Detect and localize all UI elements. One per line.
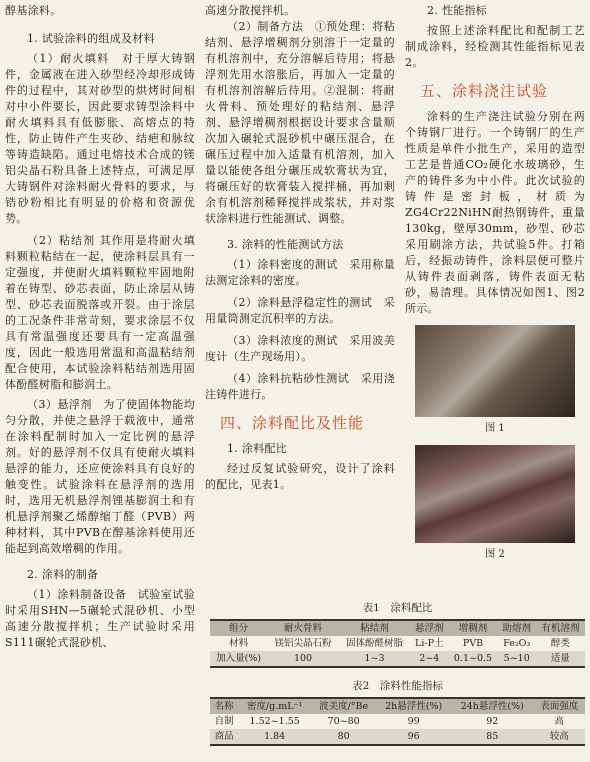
table-cell: 1.84 — [238, 729, 311, 745]
table-caption: 表2 涂料性能指标 — [352, 680, 443, 692]
table-header: 耐火骨料 — [267, 620, 338, 636]
table-row — [210, 651, 585, 667]
table-header: 助熔剂 — [498, 620, 536, 636]
table-row — [210, 714, 585, 729]
table-cell: 醇类 — [550, 638, 570, 649]
table-cell: 高 — [554, 716, 564, 727]
table-header: 有机溶剂 — [536, 620, 585, 636]
section-title: 五、涂料浇注试验 — [420, 82, 549, 100]
table-header: 波美度/°Be — [311, 698, 376, 714]
section-heading: 2. 性能指标 — [427, 4, 488, 17]
table-row — [210, 729, 585, 745]
table-cell: 材料 — [229, 638, 249, 649]
table-cell: 1~3 — [339, 651, 410, 667]
table-cell: 96 — [376, 729, 451, 745]
table-cell: 0.1~0.5 — [448, 651, 497, 667]
table-cell: 镁铝尖晶石粉 — [274, 638, 332, 649]
section-heading: 1. 试验涂料的组成及材料 — [27, 32, 155, 45]
paragraph: （1）耐火填料 对于厚大铸钢件，金属液在进入砂型经冷却形成铸件的过程中，其对砂型的烘烤时间相对中小件要长，因此要求铸型涂料中耐火填料具有低膨胀、高熔点的特性，防止铸件产生夹砂、结疤和脉纹等铸造缺陷。通过电熔技术合成的镁铝尖晶石粉具备上述特点，可满足厚大铸钢件对涂料耐火骨料的要求，与锆砂粉相比有明显的价格和资源优势。 — [5, 52, 195, 225]
table-cell: 100 — [267, 651, 338, 667]
table-cell: 加入量(%) — [210, 651, 267, 667]
paragraph: 经过反复试验研究，设计了涂料的配比，见表1。 — [205, 462, 395, 491]
column-1 — [5, 0, 195, 651]
table-header: 增稠剂 — [448, 620, 497, 636]
paragraph: 高速分散搅拌机。 — [205, 4, 296, 17]
table-cell: 2~4 — [410, 651, 448, 667]
table-header: 密度/g.mL⁻¹ — [238, 698, 311, 714]
section-heading: 3. 涂料的性能测试方法 — [227, 238, 344, 251]
column-2 — [205, 0, 395, 493]
table-cell: 固体酚醛树脂 — [345, 638, 403, 649]
table-header: 表面强度 — [533, 698, 585, 714]
tables-area — [210, 596, 585, 746]
table-header: 名称 — [210, 698, 238, 714]
paragraph: （4）涂料抗粘砂性测试 采用浇注铸件进行。 — [205, 372, 395, 401]
paragraph: （2）涂料悬浮稳定性的测试 采用量筒测定沉积率的方法。 — [205, 296, 395, 325]
table-header: 组分 — [210, 620, 267, 636]
figure-2-photo — [415, 445, 575, 543]
paragraph: （1）涂料密度的测试 采用称量法测定涂料的密度。 — [205, 258, 395, 287]
table-cell: 80 — [311, 729, 376, 745]
text-line: 醇基涂料。 — [5, 4, 62, 17]
table-cell: Li-P土 — [415, 638, 444, 649]
table-row — [210, 636, 585, 651]
section-title: 四、涂料配比及性能 — [220, 414, 365, 432]
table-cell: 99 — [407, 716, 420, 727]
figure-caption: 图 2 — [485, 549, 505, 560]
section-heading: 1. 涂料配比 — [227, 442, 288, 455]
table-2 — [210, 697, 585, 746]
table-header: 粘结剂 — [339, 620, 410, 636]
paragraph: （3）涂料浓度的测试 采用波美度计（生产现场用）。 — [205, 334, 395, 363]
table-cell: 92 — [486, 716, 499, 727]
table-cell: 70~80 — [327, 716, 360, 727]
column-3 — [405, 0, 585, 569]
table-header: 2h悬浮性(%) — [376, 698, 451, 714]
paragraph: （3）悬浮剂 为了使固体物能均匀分散，并使之悬浮于载液中，通常在涂料配制时加入一定比例的悬浮剂。好的悬浮剂不仅具有使耐火填料悬浮的能力，还应使涂料具有良好的触变性。试验涂料在悬浮剂的选用时，选用无机悬浮剂锂基膨润土和有机悬浮剂聚乙烯醇缩丁醛（PVB）两种材料，其中PVB在醇基涂料使用还能起到高效增稠的作用。 — [5, 398, 195, 555]
table-caption: 表1 涂料配比 — [362, 602, 433, 614]
figure-1-photo — [415, 325, 575, 417]
table-cell: 1.52~1.55 — [249, 716, 300, 727]
figure-caption: 图 1 — [485, 423, 505, 434]
table-cell: PVB — [462, 638, 484, 649]
table-cell: 5~10 — [498, 651, 536, 667]
paragraph: （2）制备方法 ①预处理：将粘结剂、悬浮增稠剂分别溶于一定量的有机溶剂中，充分溶解后待用；将悬浮剂先用水溶胀后，再加入一定量的有机溶剂溶解后待用。②混制：将耐火骨料、预处理好的粘结剂、悬浮剂、悬浮增稠剂根据设计要求含量顺次加入碾轮式混砂机中碾压混合，在碾压过程中加入适量有机溶剂，加入量以能使各组分碾压成软膏状为宜，将碾压好的软膏装入搅拌桶，再加剩余有机溶剂稀释搅拌成浆状，并对浆状涂料进行性能测试、调整。 — [205, 20, 395, 225]
table-header: 悬浮剂 — [410, 620, 448, 636]
table-header: 24h悬浮性(%) — [451, 698, 533, 714]
table-cell: 自制 — [214, 716, 234, 727]
paragraph: 涂料的生产浇注试验分别在两个铸钢厂进行。一个铸钢厂的生产性质是单件小批生产，采用的造型工艺是普通CO₂硬化水玻璃砂，生产的铸件多为中小件。此次试验的铸件是密封板，材质为ZG4Cr22NiHN耐热钢铸件，重量130kg，壁厚30mm，砂型、砂芯采用刷涂方法，共试验5件。打箱后，经振动铸件，涂料层便可整片从铸件表面剥落，铸件表面无粘砂，易清理。具体情况如图1、图2所示。 — [405, 110, 585, 315]
paragraph: （2）粘结剂 其作用是将耐火填料颗粒粘结在一起，使涂料层具有一定强度，并使耐火填料颗粒牢固地附着在铸型、砂芯表面，防止涂层从铸型、砂芯表面脱落或开裂。由于涂层的工况条件非常苛刻，要求涂层不仅具有常温强度还要具有一定高温强度，因此一般选用常温和高温粘结剂配合使用，本试验涂料粘结剂选用固体酚醛树脂和膨润土。 — [5, 234, 195, 391]
paragraph: （1）涂料制备设备 试验室试验时采用SHN—5碾轮式混砂机、小型高速分散搅拌机；生产试验时采用S111碾轮式混砂机、 — [5, 588, 195, 649]
table-1 — [210, 619, 585, 668]
table-cell: 较高 — [533, 729, 585, 745]
table-cell: 适量 — [536, 651, 585, 667]
paragraph: 按照上述涂料配比和配制工艺制成涂料，经检测其性能指标见表2。 — [405, 24, 585, 69]
table-cell: 商品 — [210, 729, 238, 745]
table-cell: Fe₂O₃ — [503, 638, 531, 649]
section-heading: 2. 涂料的制备 — [27, 568, 99, 581]
table-cell: 85 — [451, 729, 533, 745]
